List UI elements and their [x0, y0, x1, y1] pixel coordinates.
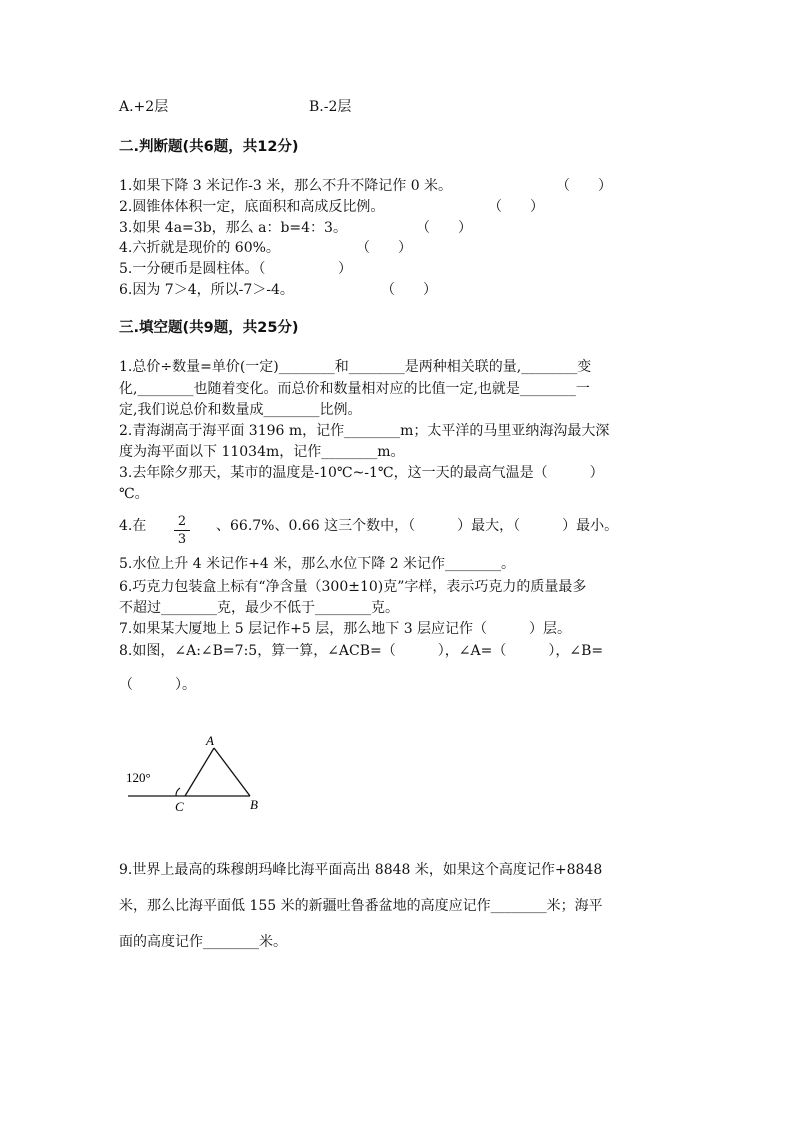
judge-paren-5: ） — [338, 261, 352, 277]
triangle-figure — [120, 728, 280, 818]
q4-prefix: 4.在 — [119, 518, 147, 534]
judge-paren-2: （ ） — [488, 199, 544, 215]
judge-paren-1: （ ） — [556, 178, 612, 194]
vertex-label-a: A — [206, 733, 214, 748]
choice-a: A.+2层 — [119, 99, 169, 115]
q2-line-1: 2.青海湖高于海平面 3196 m，记作________m；太平洋的马里亚纳海沟最大深 — [119, 423, 610, 439]
q4-suffix: 、66.7%、0.66 这三个数中，（ ）最大，（ ）最小。 — [216, 518, 619, 534]
side-ca — [185, 748, 214, 796]
q8-line-1: 8.如图，∠A:∠B=7:5，算一算，∠ACB=（ ），∠A=（ ），∠B= — [119, 643, 604, 659]
q4-fraction — [174, 514, 190, 547]
judge-item-4: 4.六折就是现价的 60%。 — [119, 240, 280, 256]
section3-heading: 三.填空题(共9题，共25分) — [119, 320, 299, 336]
judge-paren-6: （ ） — [381, 282, 437, 298]
judge-item-6: 6.因为 7＞4，所以-7＞-4。 — [119, 282, 294, 298]
q5: 5.水位上升 4 米记作+4 米，那么水位下降 2 米记作________。 — [119, 556, 516, 572]
judge-item-5: 5.一分硬币是圆柱体。（ — [119, 261, 266, 277]
judge-item-3: 3.如果 4a=3b，那么 a：b=4：3。 — [119, 220, 347, 236]
q4-frac-numerator: 2 — [177, 514, 187, 529]
judge-item-1: 1.如果下降 3 米记作-3 米，那么不升不降记作 0 米。 — [119, 178, 453, 194]
q6-line-1: 6.巧克力包装盒上标有“净含量（300±10)克”字样，表示巧克力的质量最多 — [119, 579, 587, 595]
judge-paren-3: （ ） — [416, 220, 472, 236]
fraction-bar — [174, 530, 190, 531]
q4-frac-denominator: 3 — [177, 532, 187, 547]
q8-line-2: （ ）。 — [119, 677, 196, 693]
vertex-label-c: C — [175, 799, 184, 814]
q9-line-2: 米，那么比海平面低 155 米的新疆吐鲁番盆地的高度应记作________米；海平 — [119, 898, 603, 914]
q2-line-2: 度为海平面以下 11034m，记作________m。 — [119, 444, 405, 460]
q3-line-2: ℃。 — [119, 486, 149, 502]
judge-item-2: 2.圆锥体体积一定，底面积和高成反比例。 — [119, 199, 385, 215]
section2-heading: 二.判断题(共6题，共12分) — [119, 139, 299, 155]
q1-line-2: 化,________也随着变化。而总价和数量相对应的比值一定,也就是________一 — [119, 381, 590, 397]
q1-line-1: 1.总价÷数量=单价(一定)________和________是两种相关联的量,________变 — [119, 359, 592, 375]
judge-paren-4: （ ） — [356, 240, 412, 256]
side-ab — [214, 748, 250, 796]
q1-line-3: 定,我们说总价和数量成________比例。 — [119, 402, 362, 418]
angle-arc — [176, 788, 180, 796]
angle-label: 120° — [126, 770, 151, 785]
choice-b: B.-2层 — [309, 99, 352, 115]
q6-line-2: 不超过________克，最少不低于________克。 — [119, 600, 399, 616]
vertex-label-b: B — [250, 797, 258, 812]
q7: 7.如果某大厦地上 5 层记作+5 层，那么地下 3 层应记作（ ）层。 — [119, 621, 572, 637]
q3-line-1: 3.去年除夕那天，某市的温度是-10℃~-1℃，这一天的最高气温是（ ） — [119, 465, 604, 481]
q9-line-3: 面的高度记作________米。 — [119, 934, 287, 950]
q9-line-1: 9.世界上最高的珠穆朗玛峰比海平面高出 8848 米，如果这个高度记作+8848 — [119, 862, 603, 878]
